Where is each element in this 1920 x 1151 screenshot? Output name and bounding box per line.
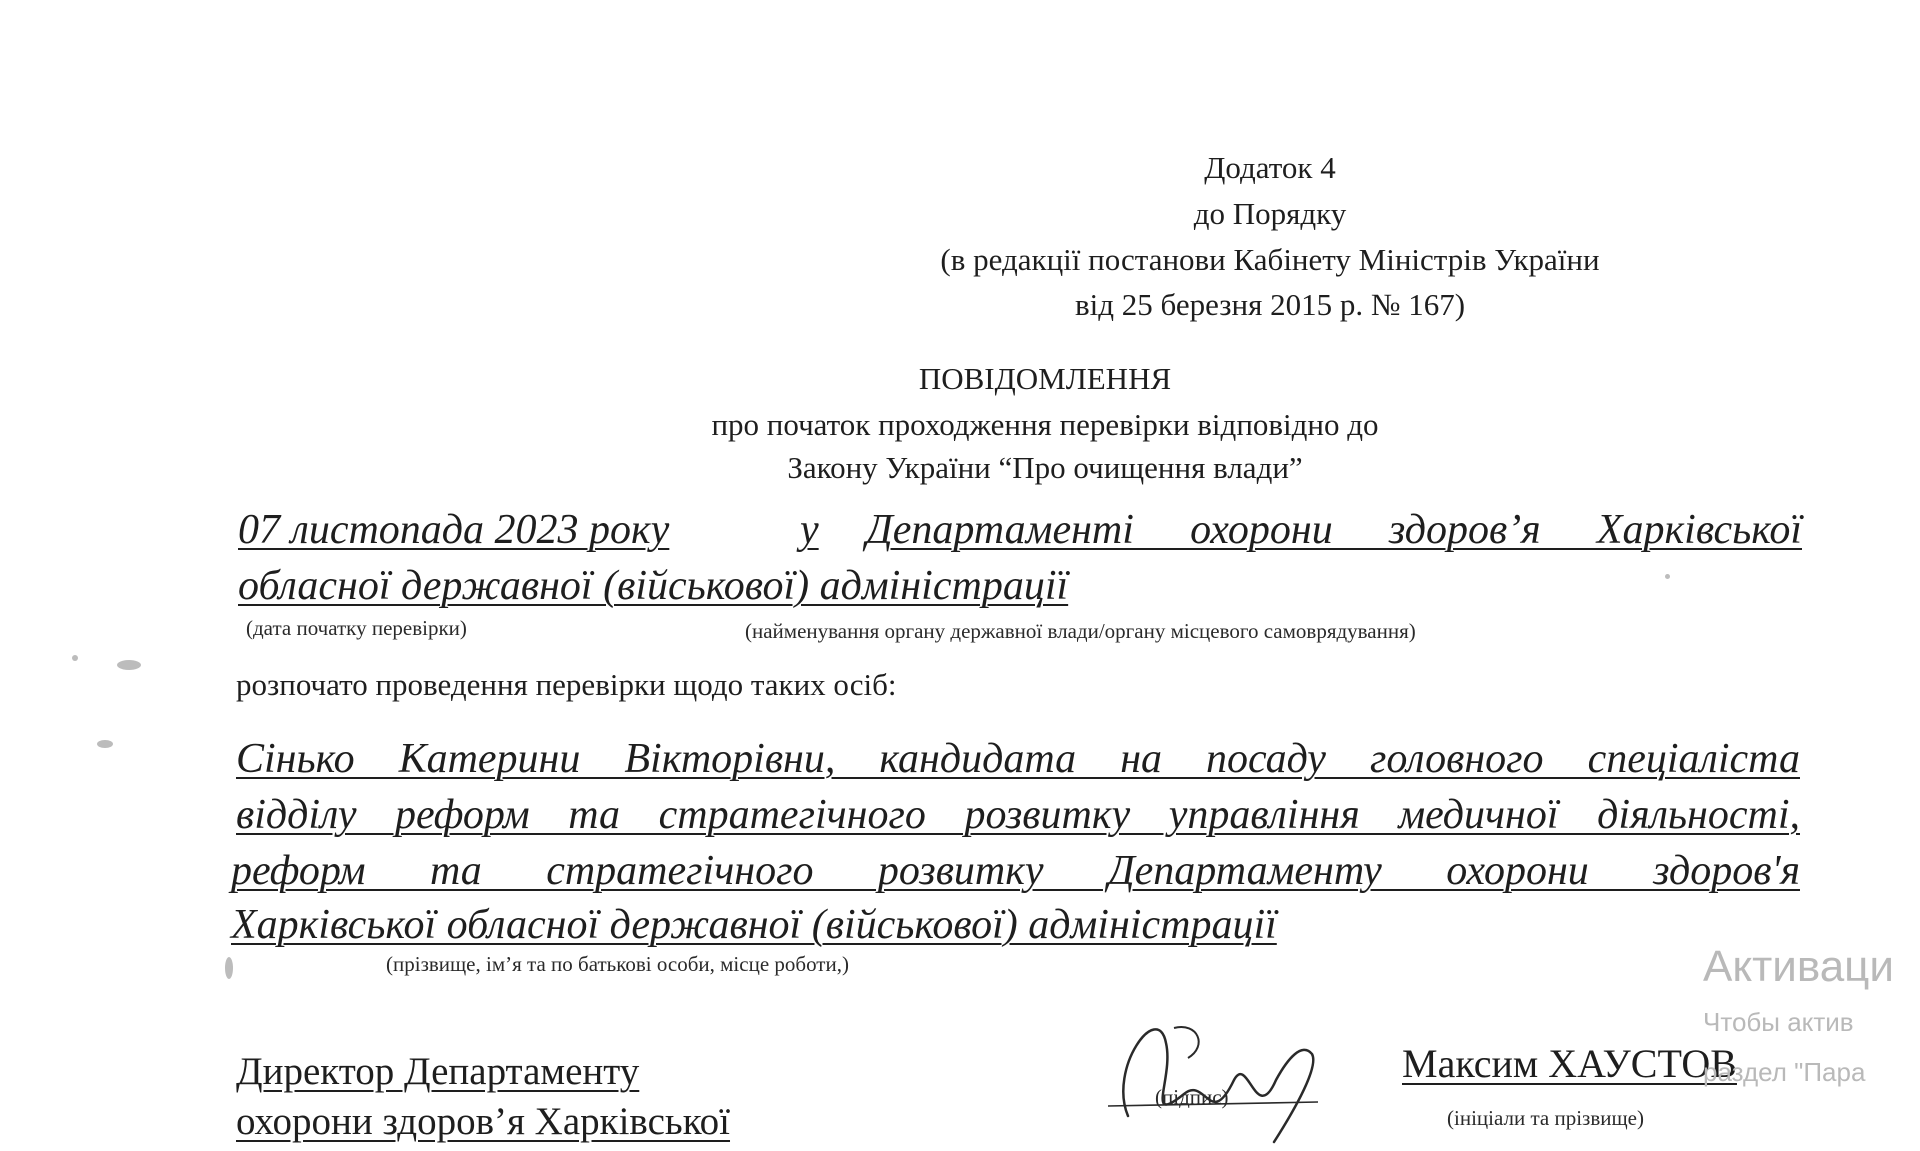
notice-title: ПОВІДОМЛЕННЯ	[918, 361, 1172, 396]
caption-start-date: (дата початку перевірки)	[246, 616, 467, 640]
activation-watermark-link: раздел "Пара	[1703, 1057, 1866, 1087]
caption-authority: (найменування органу державної влади/органу місцевого самоврядування)	[745, 619, 1416, 643]
check-authority-line1: Департаменті охорони здоров’я Харківської	[866, 507, 1802, 553]
signatory-title-line2: охорони здоров’я Харківської	[236, 1100, 731, 1143]
person-line-1: Сінько Катерини Вікторівни, кандидата на посаду головного спеціаліста	[236, 736, 1800, 782]
scan-speck	[97, 740, 113, 748]
signatory-name: Максим ХАУСТОВ	[1402, 1041, 1737, 1086]
scan-speck	[72, 655, 78, 661]
caption-person: (прізвище, ім’я та по батькові особи, місце роботи,)	[386, 952, 849, 976]
notice-subtitle: про початок проходження перевірки відповідно до	[711, 407, 1379, 442]
check-intro: розпочато проведення перевірки щодо таких осіб:	[236, 667, 897, 702]
signatory-title-line1: Директор Департаменту	[236, 1050, 640, 1093]
annex-number: Додаток 4	[1204, 150, 1336, 185]
activation-watermark-title: Активаци	[1703, 942, 1894, 991]
annex-reference: до Порядку	[1193, 196, 1347, 231]
person-line-4: Харківської обласної державної (військової) адміністрації	[231, 902, 1277, 948]
check-authority-line2: обласної державної (військової) адміністрації	[238, 563, 1069, 609]
check-start-date: 07 листопада 2023 року	[238, 507, 670, 553]
signature-icon	[1088, 998, 1338, 1148]
caption-signatory-name: (ініціали та прізвище)	[1447, 1106, 1644, 1130]
annex-date: від 25 березня 2015 р. № 167)	[1074, 287, 1466, 322]
person-line-3: реформ та стратегічного розвитку Департаменту охорони здоров'я	[231, 848, 1800, 894]
person-line-2: відділу реформ та стратегічного розвитку управління медичної діяльності,	[236, 792, 1800, 838]
check-preposition: у	[800, 507, 819, 553]
caption-signature: (підпис)	[1155, 1085, 1229, 1109]
annex-edition: (в редакції постанови Кабінету Міністрів України	[940, 242, 1600, 277]
notice-law-name: Закону України “Про очищення влади”	[787, 450, 1303, 485]
scan-speck	[225, 957, 233, 979]
scan-speck	[117, 660, 141, 670]
activation-watermark-hint: Чтобы актив	[1703, 1007, 1854, 1037]
scan-speck	[1665, 574, 1670, 579]
